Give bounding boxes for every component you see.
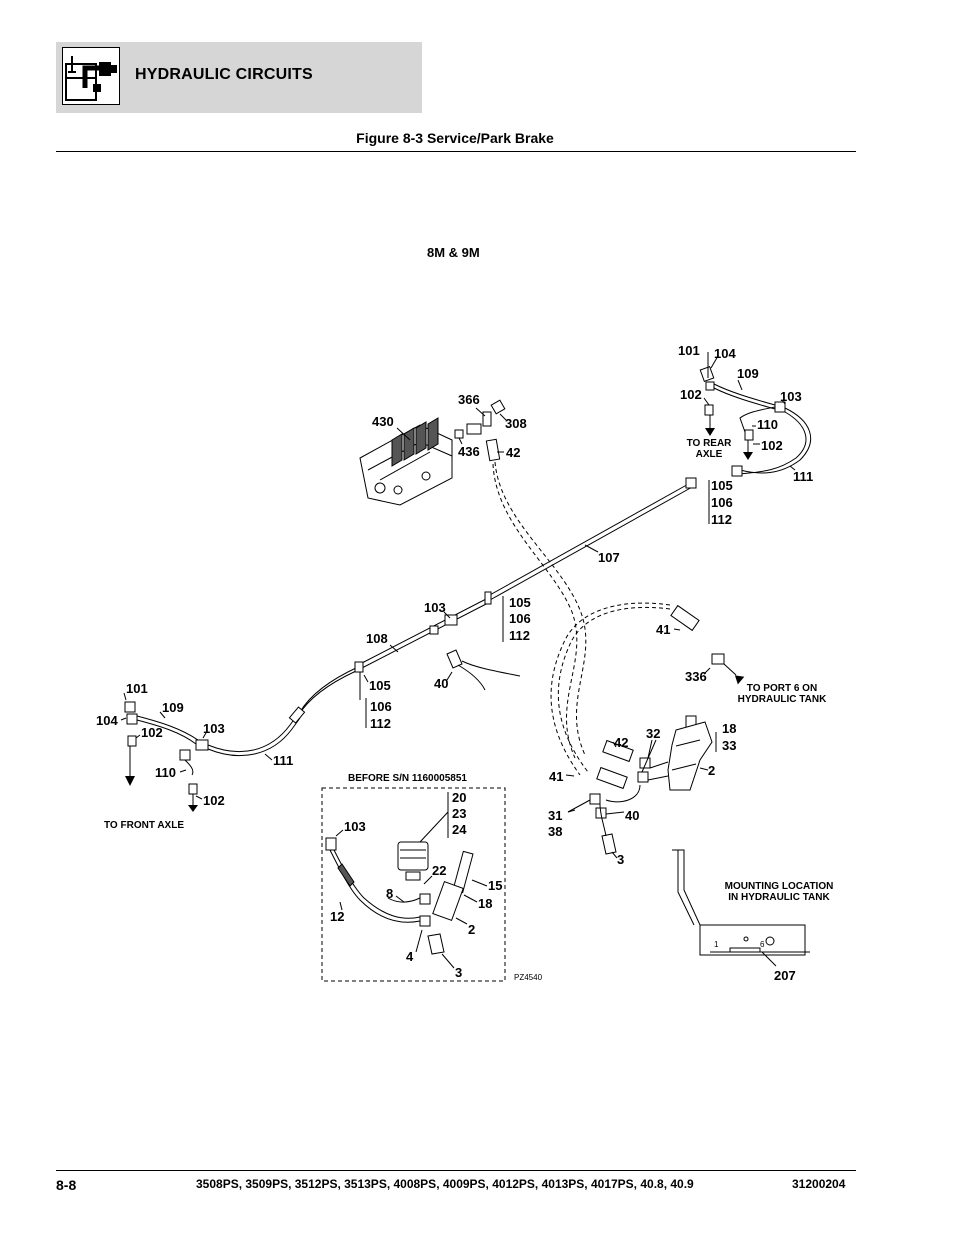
footer-rule	[56, 1170, 856, 1171]
callout-4: 4	[406, 949, 414, 964]
note-to-front-axle: TO FRONT AXLE	[104, 820, 184, 831]
callout-103-mid: 103	[424, 600, 446, 615]
callout-3-valve: 3	[617, 852, 625, 867]
callout-104-front: 104	[96, 713, 118, 728]
arrow-to-port-6	[732, 672, 745, 685]
callout-32: 32	[646, 726, 661, 741]
arrow-to-front-axle	[125, 776, 135, 786]
callout-366: 366	[458, 392, 480, 407]
early-brake-valve-assembly	[326, 838, 476, 954]
note-to-rear-axle-1: TO REAR	[686, 438, 732, 449]
callout-109-front: 109	[162, 700, 184, 715]
callout-41-valve: 41	[549, 769, 564, 784]
callout-106-rear: 106	[711, 495, 733, 510]
callout-15: 15	[488, 878, 503, 893]
rear-axle-fittings	[686, 367, 814, 488]
main-control-valve	[360, 418, 452, 505]
callout-105-rear: 105	[711, 478, 733, 493]
callout-112-rear: 112	[711, 512, 732, 527]
page-number: 8-8	[56, 1177, 77, 1193]
callout-105-mid: 105	[509, 595, 531, 610]
arrow-front-secondary	[188, 805, 198, 812]
callout-40-valve: 40	[625, 808, 640, 823]
brake-line-108	[298, 598, 490, 716]
note-to-rear-axle-2: AXLE	[695, 449, 723, 460]
callout-3-early: 3	[455, 965, 463, 980]
illustration-id: PZ4540	[514, 973, 543, 982]
note-mounting-2: IN HYDRAULIC TANK	[728, 892, 830, 903]
callout-31: 31	[548, 808, 563, 823]
callout-112-mid: 112	[509, 628, 530, 643]
model-list: 3508PS, 3509PS, 3512PS, 3513PS, 4008PS, 4009PS, 4012PS, 4013PS, 4017PS, 40.8, 40.9	[196, 1177, 694, 1191]
callout-336: 336	[685, 669, 707, 684]
callout-107: 107	[598, 550, 620, 565]
callout-40-mid: 40	[434, 676, 449, 691]
callout-18-valve: 18	[722, 721, 737, 736]
callout-111-front: 111	[273, 753, 294, 768]
callout-103-front: 103	[203, 721, 225, 736]
callout-38: 38	[548, 824, 563, 839]
callout-104-rear: 104	[714, 346, 736, 361]
document-number: 31200204	[792, 1177, 846, 1191]
callout-111-rear: 111	[793, 469, 814, 484]
port-6-label: 6	[760, 940, 765, 949]
callout-42-valve: 42	[614, 735, 629, 750]
callout-106-mid: 106	[509, 611, 531, 626]
callout-22: 22	[432, 863, 447, 878]
note-before-sn: BEFORE S/N 1160005851	[348, 773, 467, 784]
front-axle-fittings	[125, 702, 305, 794]
callout-110-rear: 110	[757, 417, 778, 432]
callout-42-top: 42	[506, 445, 521, 460]
callout-308: 308	[505, 416, 527, 431]
callout-105-left: 105	[369, 678, 391, 693]
callout-103-early: 103	[344, 819, 366, 834]
fitting-336	[712, 654, 724, 664]
callout-2-valve: 2	[708, 763, 716, 778]
callout-102-rear-b: 102	[761, 438, 783, 453]
callout-101-front: 101	[126, 681, 148, 696]
callout-101-rear: 101	[678, 343, 700, 358]
callout-102-front-b: 102	[203, 793, 225, 808]
clamp-105-left	[355, 662, 363, 672]
port-1-label: 1	[714, 940, 719, 949]
callout-102-front-a: 102	[141, 725, 163, 740]
callout-33: 33	[722, 738, 737, 753]
callout-112-left: 112	[370, 716, 391, 731]
figure-title: Figure 8-3 Service/Park Brake	[356, 130, 554, 146]
section-title: HYDRAULIC CIRCUITS	[135, 66, 313, 83]
arrow-rear-secondary	[743, 452, 753, 460]
callout-103-rear: 103	[780, 389, 802, 404]
callout-436: 436	[458, 444, 480, 459]
callout-430: 430	[372, 414, 394, 429]
callout-23: 23	[452, 806, 467, 821]
callout-41-top: 41	[656, 622, 671, 637]
callout-12: 12	[330, 909, 345, 924]
callout-20: 20	[452, 790, 467, 805]
callout-110-front: 110	[155, 765, 176, 780]
callout-109-rear: 109	[737, 366, 759, 381]
callout-207: 207	[774, 968, 796, 983]
callout-8: 8	[386, 886, 394, 901]
arrow-to-rear-axle	[705, 428, 715, 436]
callout-18-early: 18	[478, 896, 493, 911]
callout-108: 108	[366, 631, 388, 646]
hose-41-end	[671, 606, 699, 631]
callout-102-rear-a: 102	[680, 387, 702, 402]
callout-24: 24	[452, 822, 467, 837]
model-note: 8M & 9M	[427, 245, 480, 260]
note-mounting-1: MOUNTING LOCATION	[724, 881, 834, 892]
brake-line-107	[488, 482, 694, 600]
note-to-port-6-1: TO PORT 6 ON	[746, 683, 818, 694]
callout-106-left: 106	[370, 699, 392, 714]
callout-2-early: 2	[468, 922, 476, 937]
note-to-port-6-2: HYDRAULIC TANK	[737, 694, 827, 705]
